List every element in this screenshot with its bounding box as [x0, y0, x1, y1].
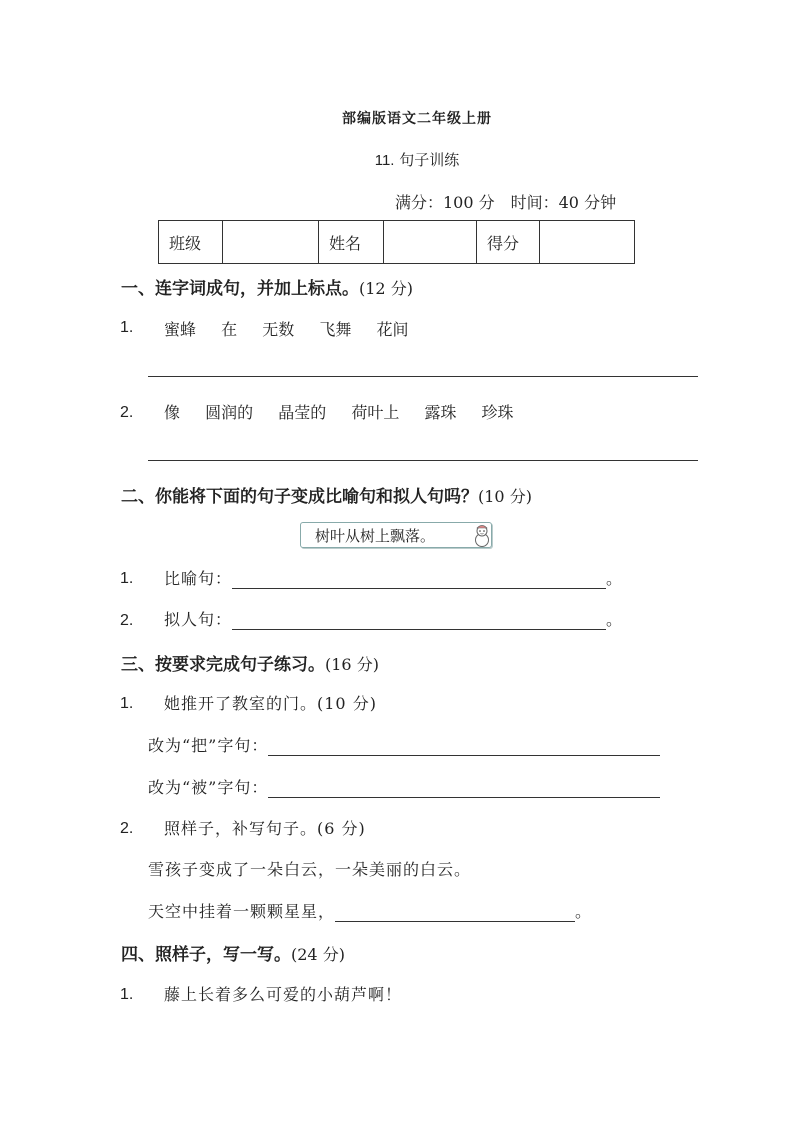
- word: 圆润的: [205, 403, 254, 422]
- s3-q2-number: 2.: [120, 820, 134, 837]
- section-2-heading: 二、你能将下面的句子变成比喻句和拟人句吗？: [121, 487, 478, 507]
- s4-q1-number: 1.: [120, 986, 134, 1003]
- personification-answer-blank[interactable]: [232, 611, 606, 630]
- section-1-heading: 一、连字词成句，并加上标点。: [121, 279, 359, 299]
- s3-q1-number: 1.: [120, 695, 134, 712]
- bei-sentence-line: [148, 775, 660, 798]
- word: 蜜蜂: [164, 320, 197, 339]
- student-info-table: [158, 220, 635, 264]
- class-field[interactable]: [223, 221, 319, 264]
- completion-answer-blank[interactable]: [335, 903, 575, 922]
- section-2-points: (10 分): [478, 487, 532, 506]
- s1-q2-number: 2.: [120, 404, 134, 421]
- score-time-line: 满分：100 分 时间：40 分钟: [395, 193, 617, 212]
- s1-q1-words: [164, 317, 428, 340]
- unit-name: 句子训练: [399, 151, 460, 169]
- ba-sentence-line: [148, 733, 660, 756]
- score-label: 得分: [477, 221, 540, 264]
- section-4-heading: 四、照样子，写一写。: [121, 945, 291, 965]
- word: 露珠: [424, 403, 457, 422]
- s1-q1-number: 1.: [120, 319, 134, 336]
- section-3-heading: 三、按要求完成句子练习。: [121, 655, 325, 675]
- section-1-points: (12 分): [359, 279, 413, 298]
- word: 荷叶上: [351, 403, 400, 422]
- given-sentence-box: [300, 522, 492, 548]
- completion-prompt: 天空中挂着一颗颗星星，: [148, 902, 336, 921]
- s1-q2-answer-line[interactable]: [148, 460, 698, 461]
- word: 珍珠: [481, 403, 514, 422]
- word: 飞舞: [319, 320, 352, 339]
- section-3-title: [121, 650, 379, 675]
- s3-q2-text: 照样子，补写句子。(6 分): [164, 819, 366, 838]
- section-3-points: (16 分): [325, 655, 379, 674]
- bei-answer-blank[interactable]: [268, 779, 660, 798]
- completion-end: 。: [575, 902, 593, 921]
- completion-line: [148, 899, 592, 922]
- s2-q1-number: 1.: [120, 570, 134, 587]
- name-label: 姓名: [319, 221, 384, 264]
- class-label: 班级: [159, 221, 223, 264]
- simile-end: 。: [606, 569, 624, 588]
- s1-q1-answer-line[interactable]: [148, 376, 698, 377]
- unit-number: 11.: [374, 152, 395, 169]
- simile-label: 比喻句：: [164, 569, 233, 588]
- word: 晶莹的: [278, 403, 327, 422]
- score-field[interactable]: [540, 221, 635, 264]
- word: 无数: [262, 320, 295, 339]
- s2-q2-line: [164, 607, 623, 630]
- given-sentence: 树叶从树上飘落。: [315, 527, 436, 545]
- word: 在: [221, 320, 238, 339]
- s2-q1-line: [164, 566, 623, 589]
- bei-label: 改为“被”字句：: [148, 778, 269, 797]
- personification-end: 。: [606, 610, 624, 629]
- simile-answer-blank[interactable]: [232, 570, 606, 589]
- section-4-points: (24 分): [291, 945, 345, 964]
- section-2-title: [121, 482, 532, 507]
- s4-q1-text: 藤上长着多么可爱的小葫芦啊！: [164, 985, 403, 1004]
- section-1-title: [121, 274, 413, 299]
- s3-q1-text: 她推开了教室的门。(10 分): [164, 694, 377, 713]
- word: 花间: [376, 320, 409, 339]
- word: 像: [164, 403, 181, 422]
- example-sentence: 雪孩子变成了一朵白云，一朵美丽的白云。: [148, 860, 472, 879]
- s2-q2-number: 2.: [120, 612, 134, 629]
- ba-label: 改为“把”字句：: [148, 736, 269, 755]
- ba-answer-blank[interactable]: [268, 737, 660, 756]
- series-title: 部编版语文二年级上册: [342, 111, 492, 127]
- name-field[interactable]: [384, 221, 477, 264]
- unit-title: [0, 149, 794, 170]
- personification-label: 拟人句：: [164, 610, 233, 629]
- snowman-icon: [471, 524, 493, 548]
- section-4-title: [121, 940, 345, 965]
- s1-q2-words: [164, 400, 534, 423]
